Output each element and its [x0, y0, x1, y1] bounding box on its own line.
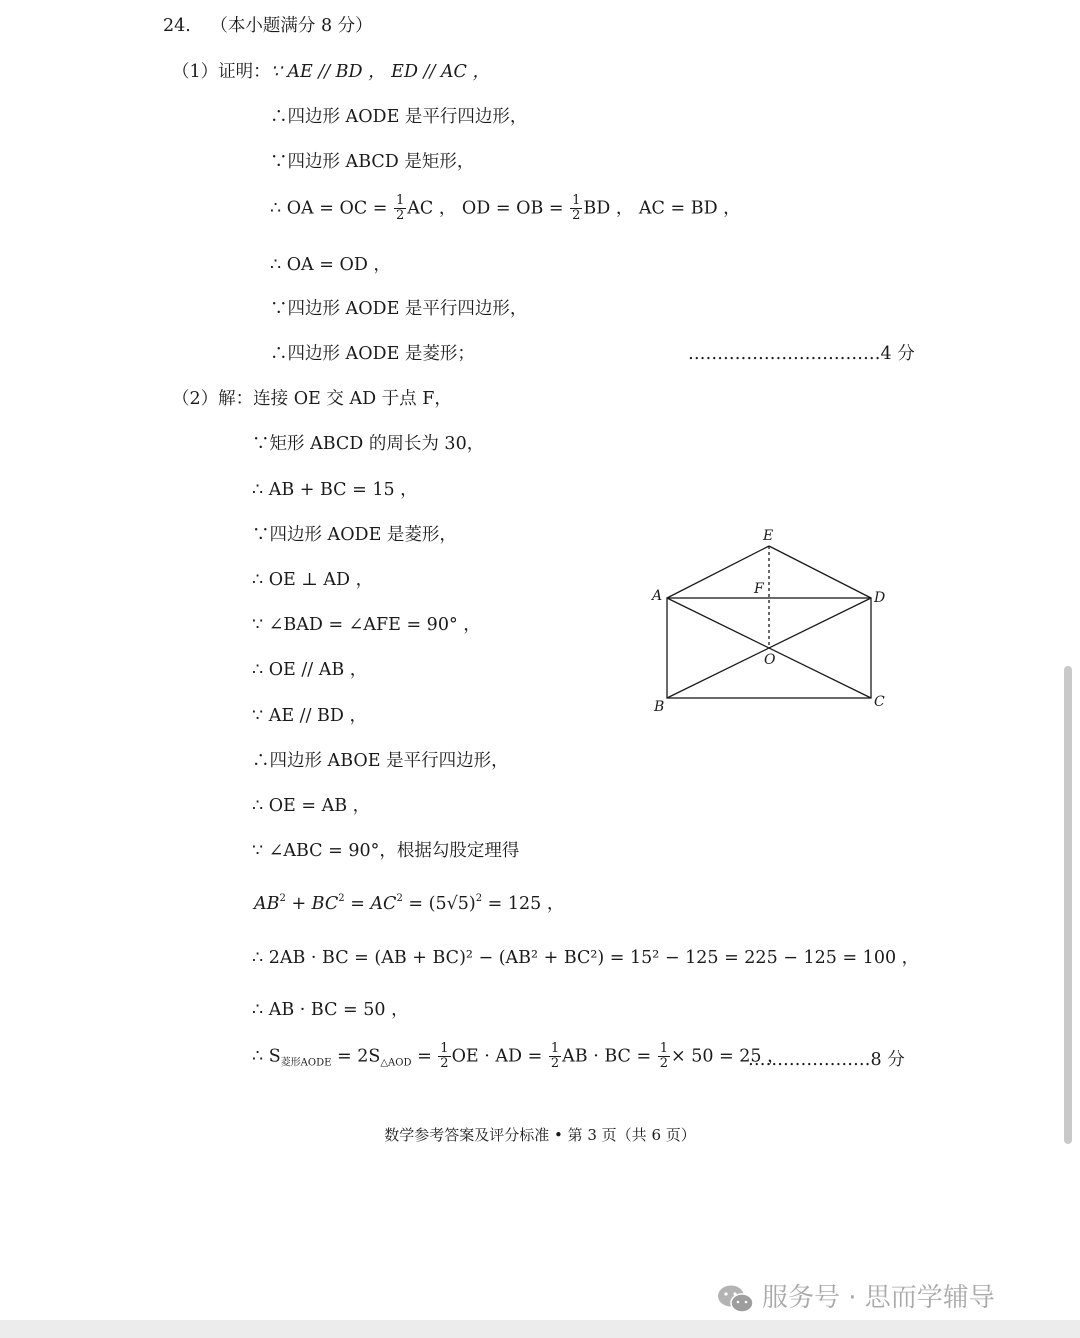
- watermark-text: 服务号 · 思而学辅导: [762, 1283, 995, 1313]
- label-b: B: [654, 699, 665, 715]
- subscript: △AOD: [380, 1057, 412, 1069]
- part2-label: （2）解：: [172, 389, 254, 409]
- frac-num: 1: [572, 193, 581, 208]
- frac-num: 1: [659, 1041, 668, 1056]
- eq-ac-bd: BD ， AC = BD ，: [583, 198, 741, 219]
- part2-line-4: ∴ OE ⊥ AD ，: [252, 570, 374, 590]
- part2-line-9: ∴ OE = AB ，: [252, 796, 371, 816]
- part1-line-4: [270, 194, 741, 224]
- part1-line-7: ∴四边形 AODE 是菱形；: [270, 344, 475, 364]
- part2-score: …………………8 分: [748, 1050, 905, 1070]
- eq-term: AB: [254, 894, 280, 914]
- fraction-half: [570, 194, 582, 224]
- bottom-band: [0, 1320, 1080, 1338]
- part2-line-2: ∴ AB + BC = 15 ，: [252, 480, 418, 500]
- frac-num: 1: [550, 1041, 560, 1056]
- frac-num: 1: [440, 1041, 449, 1056]
- product-value: ∴ AB · BC = 50 ，: [252, 1000, 409, 1020]
- exponent: 2: [396, 893, 403, 904]
- fraction-half: [394, 194, 406, 224]
- eq-term: × 50 = 25 ，: [670, 1046, 785, 1067]
- exponent: 2: [279, 893, 286, 904]
- eq-term: =: [411, 1046, 438, 1067]
- part2-line-3: ∵四边形 AODE 是菱形，: [252, 525, 457, 545]
- problem-number: 24.: [163, 16, 191, 36]
- pythagoras-equation: [254, 894, 564, 914]
- part1-label: （1）证明：: [172, 62, 271, 82]
- page-footer: 数学参考答案及评分标准 • 第 3 页（共 6 页）: [384, 1126, 696, 1144]
- part1-line-5: ∴ OA = OD ，: [270, 255, 391, 275]
- part1-line-3: ∵四边形 ABCD 是矩形，: [270, 152, 475, 172]
- problem-points: （本小题满分 8 分）: [210, 16, 373, 36]
- eq-od-ob: AC ， OD = OB =: [407, 198, 570, 219]
- part2-line-1: ∵矩形 ABCD 的周长为 30，: [252, 434, 485, 454]
- label-f: F: [754, 581, 764, 597]
- part2-line-7: ∵ AE // BD ，: [252, 706, 367, 726]
- frac-den: 2: [550, 1056, 560, 1072]
- exponent: 2: [338, 893, 345, 904]
- part2-construction: 连接 OE 交 AD 于点 F，: [253, 389, 452, 409]
- eq-term: ∴ S: [252, 1046, 281, 1067]
- vertical-scrollbar[interactable]: [1064, 666, 1072, 1144]
- part2-line-8: ∴四边形 ABOE 是平行四边形，: [252, 751, 509, 771]
- part1-line-6: ∵四边形 AODE 是平行四边形，: [270, 299, 528, 319]
- part1-score: ……………………………4 分: [688, 344, 915, 364]
- part2-line-0: [172, 391, 452, 409]
- label-e: E: [763, 528, 774, 544]
- part1-line-1: [172, 64, 490, 82]
- frac-den: 2: [572, 208, 581, 224]
- geometry-figure: [640, 520, 900, 720]
- eq-term: + BC: [285, 894, 339, 914]
- frac-den: 2: [396, 208, 405, 224]
- segment-ed: [769, 546, 871, 598]
- area-equation: [252, 1042, 785, 1072]
- product-equation: ∴ 2AB · BC = (AB + BC)² − (AB² + BC²) = 15² − 125 = 225 − 125 = 100 ，: [252, 948, 920, 968]
- eq-term: = AC: [344, 894, 397, 914]
- label-c: C: [874, 694, 885, 710]
- frac-den: 2: [659, 1056, 668, 1072]
- eq-oa-oc: ∴ OA = OC =: [270, 198, 393, 219]
- fraction-half: [438, 1042, 450, 1072]
- part1-line-2: ∴四边形 AODE 是平行四边形，: [270, 107, 528, 127]
- part2-line-10: ∵ ∠ABC = 90°，根据勾股定理得: [252, 841, 520, 861]
- eq-term: OE · AD =: [451, 1046, 548, 1067]
- watermark: [716, 1277, 995, 1315]
- label-d: D: [874, 590, 886, 606]
- eq-term: = 2S: [331, 1046, 381, 1067]
- eq-term: = 125 ，: [482, 894, 565, 914]
- label-o: O: [764, 652, 776, 668]
- part2-line-6: ∴ OE // AB ，: [252, 660, 368, 680]
- problem-header: [163, 18, 373, 36]
- frac-den: 2: [440, 1056, 449, 1072]
- fraction-half: [658, 1042, 670, 1072]
- part1-given: ∵ AE // BD ， ED // AC ，: [270, 62, 490, 82]
- frac-num: 1: [396, 193, 405, 208]
- wechat-icon: [716, 1283, 756, 1315]
- part2-line-5: ∵ ∠BAD = ∠AFE = 90° ，: [252, 615, 481, 635]
- eq-term: = (5√5): [402, 894, 476, 914]
- label-a: A: [652, 588, 663, 604]
- exponent: 2: [475, 893, 483, 904]
- fraction-half: [549, 1042, 561, 1072]
- subscript: 菱形AODE: [280, 1057, 332, 1069]
- eq-term: AB · BC =: [562, 1046, 657, 1067]
